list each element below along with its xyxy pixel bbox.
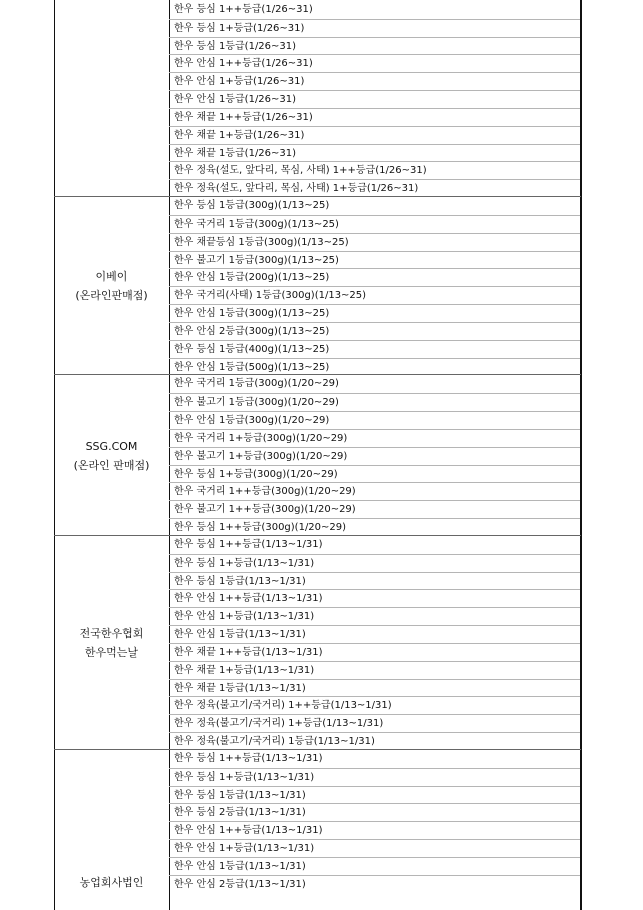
store-name: 농업회사법인 xyxy=(79,876,144,890)
product-row: 한우 안심 2등급(1/13~1/31) xyxy=(169,875,580,893)
store-group xyxy=(54,375,581,535)
product-row: 한우 등심 1등급(400g)(1/13~25) xyxy=(169,340,580,358)
product-row: 한우 등심 1등급(1/26~31) xyxy=(169,37,580,55)
product-row: 한우 안심 1++등급(1/13~1/31) xyxy=(169,589,580,607)
product-row: 한우 정육(설도, 앞다리, 목심, 사태) 1++등급(1/26~31) xyxy=(169,161,580,179)
product-row: 한우 안심 1등급(300g)(1/13~25) xyxy=(169,304,580,322)
product-row: 한우 안심 1++등급(1/13~1/31) xyxy=(169,821,580,839)
product-row: 한우 안심 1등급(200g)(1/13~25) xyxy=(169,268,580,286)
store-name: 전국한우협회 한우먹는날 xyxy=(79,626,144,659)
product-row: 한우 국거리 1등급(300g)(1/13~25) xyxy=(169,215,580,233)
store-name: 이베이 (온라인판매점) xyxy=(75,270,148,303)
product-row: 한우 안심 1등급(300g)(1/20~29) xyxy=(169,411,580,429)
product-row: 한우 안심 1+등급(1/13~1/31) xyxy=(169,839,580,857)
product-row: 한우 안심 1+등급(1/13~1/31) xyxy=(169,607,580,625)
store-group xyxy=(54,536,581,750)
product-row: 한우 채끝 1등급(1/26~31) xyxy=(169,144,580,162)
product-row: 한우 등심 1등급(1/13~1/31) xyxy=(169,786,580,804)
store-group xyxy=(54,1,581,197)
product-row: 한우 국거리 1+등급(300g)(1/20~29) xyxy=(169,429,580,447)
product-row: 한우 불고기 1+등급(300g)(1/20~29) xyxy=(169,447,580,465)
product-row: 한우 등심 1++등급(1/13~1/31) xyxy=(174,752,323,764)
product-row: 한우 국거리 1++등급(300g)(1/20~29) xyxy=(169,482,580,500)
product-row: 한우 등심 1++등급(1/26~31) xyxy=(174,4,313,15)
product-row: 한우 채끝 1+등급(1/13~1/31) xyxy=(169,661,580,679)
product-row: 한우 불고기 1등급(300g)(1/13~25) xyxy=(169,251,580,269)
product-list xyxy=(169,536,580,750)
store-name-cell xyxy=(54,197,169,375)
product-list xyxy=(169,1,580,197)
product-row: 한우 채끝 1+등급(1/26~31) xyxy=(169,126,580,144)
product-row: 한우 불고기 1++등급(300g)(1/20~29) xyxy=(169,500,580,518)
store-group xyxy=(54,197,581,375)
store-name: SSG.COM (온라인 판매점) xyxy=(73,439,150,472)
product-row: 한우 안심 1등급(1/13~1/31) xyxy=(169,857,580,875)
product-row: 한우 안심 1++등급(1/26~31) xyxy=(169,54,580,72)
store-name-cell xyxy=(54,375,169,535)
product-row: 한우 등심 1++등급(300g)(1/20~29) xyxy=(169,518,580,536)
product-row: 한우 등심 1++등급(1/13~1/31) xyxy=(174,538,323,550)
product-row: 한우 정육(불고기/국거리) 1+등급(1/13~1/31) xyxy=(169,714,580,732)
product-row: 한우 채끝 1++등급(1/13~1/31) xyxy=(169,643,580,661)
product-list xyxy=(169,750,580,893)
product-row: 한우 안심 2등급(300g)(1/13~25) xyxy=(169,322,580,340)
product-row: 한우 정육(불고기/국거리) 1등급(1/13~1/31) xyxy=(169,732,580,750)
product-row: 한우 안심 1등급(500g)(1/13~25) xyxy=(169,358,580,376)
product-row: 한우 정육(설도, 앞다리, 목심, 사태) 1+등급(1/26~31) xyxy=(169,179,580,197)
product-row: 한우 정육(불고기/국거리) 1++등급(1/13~1/31) xyxy=(169,696,580,714)
store-name-cell xyxy=(54,536,169,750)
product-row: 한우 등심 1+등급(1/13~1/31) xyxy=(169,768,580,786)
product-list xyxy=(169,375,580,535)
product-row: 한우 채끝등심 1등급(300g)(1/13~25) xyxy=(169,233,580,251)
product-row: 한우 등심 1+등급(1/26~31) xyxy=(169,19,580,37)
product-row: 한우 등심 1+등급(1/13~1/31) xyxy=(169,554,580,572)
product-row: 한우 등심 1등급(300g)(1/13~25) xyxy=(174,200,330,212)
store-name-cell xyxy=(54,1,169,197)
product-row: 한우 안심 1+등급(1/26~31) xyxy=(169,72,580,90)
product-list xyxy=(169,197,580,375)
product-row: 한우 등심 1+등급(300g)(1/20~29) xyxy=(169,465,580,483)
product-row: 한우 등심 2등급(1/13~1/31) xyxy=(169,803,580,821)
product-row: 한우 국거리(사태) 1등급(300g)(1/13~25) xyxy=(169,286,580,304)
product-row: 한우 등심 1등급(1/13~1/31) xyxy=(169,572,580,590)
product-row: 한우 채끝 1++등급(1/26~31) xyxy=(169,108,580,126)
product-row: 한우 채끝 1등급(1/13~1/31) xyxy=(169,679,580,697)
product-row: 한우 안심 1등급(1/13~1/31) xyxy=(169,625,580,643)
store-group xyxy=(54,750,581,893)
product-row: 한우 국거리 1등급(300g)(1/20~29) xyxy=(174,378,339,390)
product-row: 한우 안심 1등급(1/26~31) xyxy=(169,90,580,108)
product-row: 한우 불고기 1등급(300g)(1/20~29) xyxy=(169,393,580,411)
store-name-cell xyxy=(54,750,169,893)
